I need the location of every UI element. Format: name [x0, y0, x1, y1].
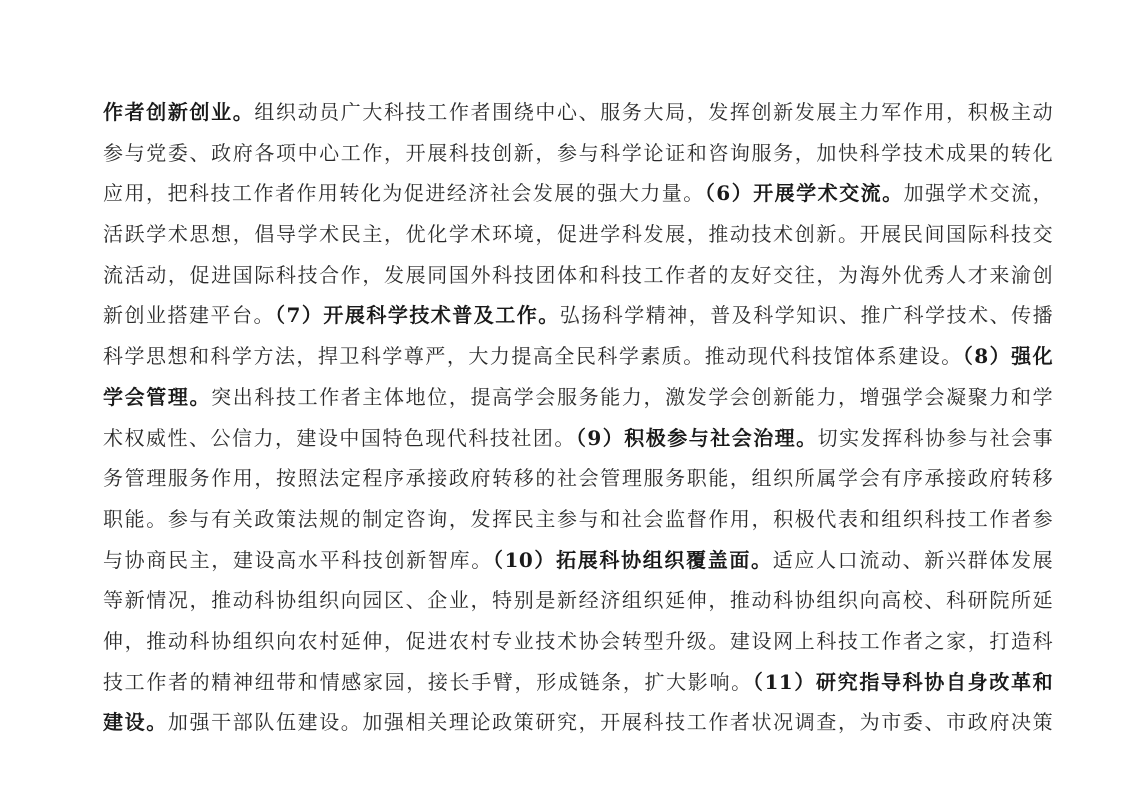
- body-text-span: 弘扬科学精神，普及科学知识、推广科学技术、传播: [559, 303, 1053, 328]
- body-text-span: 切实发挥科协参与社会事: [817, 425, 1053, 450]
- bold-heading-text: （10）拓展科协组织覆盖面。: [492, 547, 773, 572]
- body-text-span: 突出科技工作者主体地位，提高学会服务能力，激发学会创新能力，增强学会凝聚力和学: [211, 384, 1053, 409]
- text-line: [103, 336, 1053, 377]
- body-text-span: 加强学术交流，: [903, 181, 1053, 206]
- body-text-span: 职能。参与有关政策法规的制定咨询，发挥民主参与和社会监督作用，积极代表和组织科技工作者参: [103, 506, 1053, 531]
- body-text-span: 活跃学术思想，倡导学术民主，优化学术环境，促进学科发展，推动技术创新。开展民间国际科技交: [103, 222, 1053, 247]
- text-line: [103, 418, 1053, 459]
- bold-heading-text: （8）强化: [962, 344, 1053, 369]
- bold-heading-text: 学会管理。: [103, 384, 212, 409]
- text-line: [103, 295, 1053, 336]
- text-line: [103, 662, 1053, 703]
- bold-heading-text: （6）开展学术交流。: [704, 181, 904, 206]
- bold-heading-text: （9）积极参与社会治理。: [575, 425, 818, 450]
- body-text-span: 科学思想和科学方法，捍卫科学尊严，大力提高全民科学素质。推动现代科技馆体系建设。: [103, 344, 963, 369]
- text-line: [103, 540, 1053, 581]
- text-line: [103, 214, 1053, 255]
- body-text-span: 术权威性、公信力，建设中国特色现代科技社团。: [103, 425, 576, 450]
- text-line: [103, 133, 1053, 174]
- text-line: [103, 499, 1053, 540]
- body-text-span: 组织动员广大科技工作者围绕中心、服务大局，发挥创新发展主力军作用，积极主动: [254, 100, 1053, 124]
- text-line: [103, 255, 1053, 296]
- text-line: [103, 580, 1053, 621]
- body-text-span: 流活动，促进国际科技合作，发展同国外科技团体和科技工作者的友好交往，为海外优秀人才来渝创: [103, 262, 1053, 287]
- body-text-span: 伸，推动科协组织向农村延伸，促进农村专业技术协会转型升级。建设网上科技工作者之家，打造科: [103, 628, 1053, 653]
- text-line: [103, 621, 1053, 662]
- body-text-span: 参与党委、政府各项中心工作，开展科技创新，参与科学论证和咨询服务，加快科学技术成果的转化: [103, 140, 1053, 165]
- text-line: [103, 458, 1053, 499]
- body-text-span: 加强干部队伍建设。加强相关理论政策研究，开展科技工作者状况调查，为市委、市政府决策: [167, 710, 1053, 735]
- body-text-span: 适应人口流动、新兴群体发展: [772, 547, 1053, 572]
- text-line: [103, 173, 1053, 214]
- bold-heading-text: 建设。: [103, 710, 168, 735]
- text-line: [103, 702, 1053, 743]
- bold-heading-text: （7）开展科学技术普及工作。: [274, 303, 560, 328]
- bold-heading-text: （11）研究指导科协自身改革和: [752, 669, 1053, 694]
- body-text-span: 与协商民主，建设高水平科技创新智库。: [103, 547, 493, 572]
- text-line: [103, 92, 1053, 133]
- body-text-span: 等新情况，推动科协组织向园区、企业，特别是新经济组织延伸，推动科协组织向高校、科研院所延: [103, 588, 1053, 613]
- body-text-span: 新创业搭建平台。: [103, 303, 275, 328]
- bold-heading-text: 作者创新创业。: [103, 100, 255, 124]
- body-text-span: 应用，把科技工作者作用转化为促进经济社会发展的强大力量。: [103, 181, 705, 206]
- body-text-span: 技工作者的精神纽带和情感家园，接长手臂，形成链条，扩大影响。: [103, 669, 753, 694]
- text-line: [103, 377, 1053, 418]
- body-text-span: 务管理服务作用，按照法定程序承接政府转移的社会管理服务职能，组织所属学会有序承接政府转移: [103, 466, 1053, 491]
- body-text: [103, 92, 1053, 743]
